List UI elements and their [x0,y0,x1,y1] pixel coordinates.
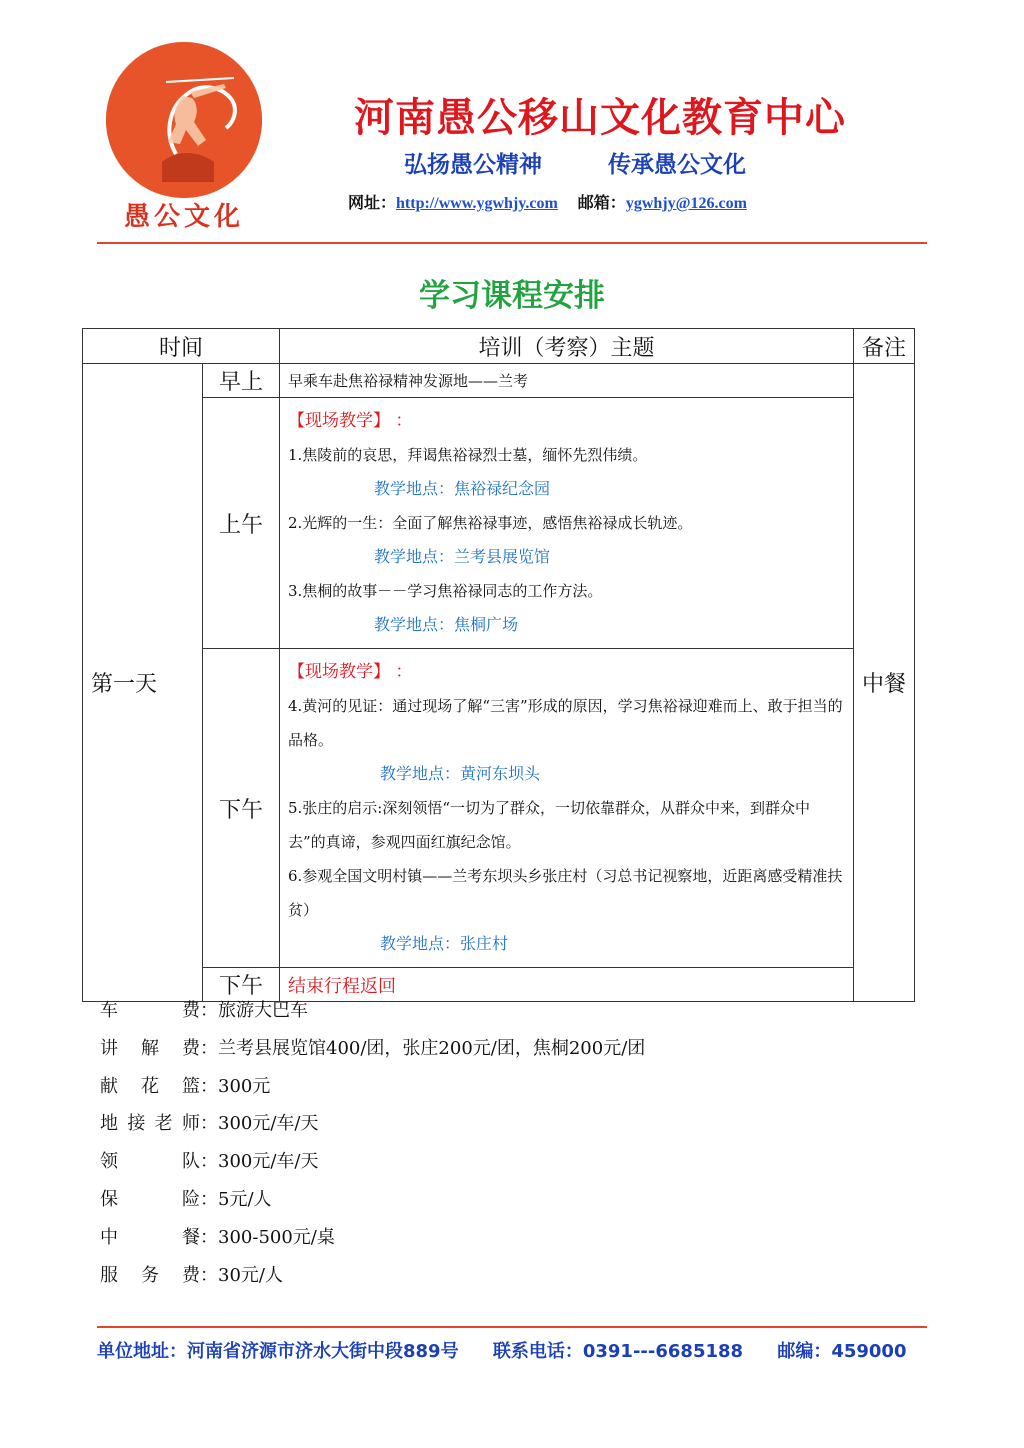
period-final: 下午 [203,968,280,1002]
fee-value: ：5元/人 [200,1188,272,1210]
morning-heading: 【现场教学】 ： [288,411,413,431]
fee-value: ：300元/车/天 [200,1151,319,1173]
list-item: 1.焦陵前的哀思，拜谒焦裕禄烈士墓，缅怀先烈伟绩。 [288,446,648,464]
afternoon-content [280,649,854,968]
list-item [100,1225,645,1263]
schedule-table [82,328,915,1002]
teaching-location: 教学地点：张庄村 [380,934,509,953]
fee-value: ：30元/人 [200,1264,283,1286]
fee-value: ：300-500元/桌 [200,1226,335,1248]
list-item: 2.光辉的一生：全面了解焦裕禄事迹，感悟焦裕禄成长轨迹。 [288,514,693,532]
fee-label: 领队 [100,1151,200,1173]
fees-list [100,998,645,1300]
fee-value: ：兰考县展览馆400/团，张庄200元/团，焦桐200元/团 [200,1037,646,1059]
contact-line [348,190,747,213]
final-text: 结束行程返回 [280,968,854,1002]
fee-value: ：旅游大巴车 [200,1000,308,1021]
list-item [100,1187,645,1225]
organization-name: 河南愚公移山文化教育中心 [354,95,846,141]
logo-text: 愚公文化 [123,202,244,232]
header-topic: 培训（考察）主题 [280,329,854,364]
teaching-location: 教学地点：焦桐广场 [374,615,519,634]
logo [106,42,262,232]
list-item: 4.黄河的见证：通过现场了解“三害”形成的原因，学习焦裕禄迎难而上、敢于担当的品格。 [288,697,843,749]
list-item [100,1074,645,1112]
slogan-1: 弘扬愚公精神 [404,152,542,178]
day-label: 第一天 [83,364,203,1002]
footer-phone: 联系电话：0391---6685188 [492,1341,744,1362]
list-item [100,1149,645,1187]
slogan-2: 传承愚公文化 [608,152,747,178]
footer-postcode: 邮编：459000 [777,1341,907,1362]
header-time: 时间 [83,329,280,364]
footer [97,1337,927,1363]
fee-label: 献花篮 [100,1075,200,1097]
list-item [100,1111,645,1149]
table-row [83,968,915,1002]
fee-label: 中餐 [100,1226,200,1248]
footer-divider [97,1326,927,1328]
archer-figure-icon [106,42,262,198]
email-label: 邮箱： [577,195,626,212]
list-item [100,998,645,1036]
period-afternoon: 下午 [203,649,280,968]
list-item: 6.参观全国文明村镇——兰考东坝头乡张庄村（习总书记视察地，近距离感受精准扶贫） [288,867,843,919]
table-row [83,364,915,398]
website-label: 网址： [348,195,397,212]
period-morning: 上午 [203,398,280,649]
morning-content [280,398,854,649]
table-header-row [83,329,915,364]
fee-value: ：300元 [200,1075,271,1097]
fee-value: ：300元/车/天 [200,1113,319,1135]
header-note: 备注 [854,329,915,364]
teaching-location: 教学地点：黄河东坝头 [380,764,541,783]
website-link[interactable]: http://www.ygwhjy.com [396,195,558,212]
teaching-location: 教学地点：焦裕禄纪念园 [374,479,551,498]
list-item [100,1263,645,1301]
fee-label: 地接老师 [100,1113,200,1135]
footer-address: 单位地址：河南省济源市济水大街中段889号 [97,1341,459,1362]
header-divider [97,242,927,244]
table-row [83,649,915,968]
list-item [100,1036,645,1074]
teaching-location: 教学地点：兰考县展览馆 [374,547,551,566]
fee-label: 服务费 [100,1264,200,1286]
fee-label: 保险 [100,1188,200,1210]
page-title: 学习课程安排 [419,278,605,314]
slogans [404,146,746,179]
list-item: 5.张庄的启示:深刻领悟“一切为了群众，一切依靠群众，从群众中来，到群众中去”的真谛，参观四面红旗纪念馆。 [288,799,811,851]
note-cell: 中餐 [854,364,915,1002]
early-text: 早乘车赴焦裕禄精神发源地——兰考 [280,364,854,398]
period-early: 早上 [203,364,280,398]
afternoon-heading: 【现场教学】 ： [288,662,413,682]
list-item: 3.焦桐的故事－－学习焦裕禄同志的工作方法。 [288,582,603,600]
email-link[interactable]: ygwhjy@126.com [625,195,747,212]
table-row [83,398,915,649]
fee-label: 讲解费 [100,1037,200,1059]
fee-label: 车费 [100,1000,200,1021]
